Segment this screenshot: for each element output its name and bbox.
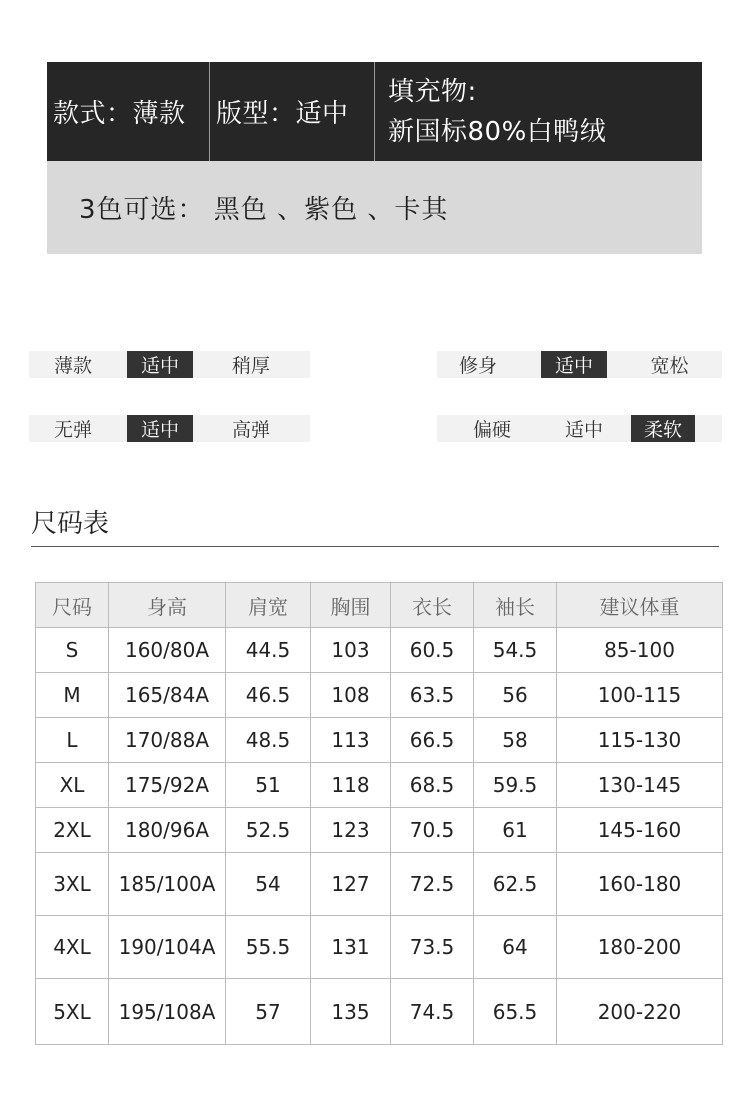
table-cell: 185/100A — [109, 853, 226, 916]
softness-option-hard: 偏硬 — [472, 419, 511, 441]
header-chest: 胸围 — [311, 583, 391, 628]
table-cell: 48.5 — [226, 718, 311, 763]
size-chart-title: 尺码表 — [31, 509, 110, 539]
table-cell: 64 — [474, 916, 557, 979]
table-cell: M — [36, 673, 109, 718]
table-cell: 135 — [311, 979, 391, 1045]
table-cell: 190/104A — [109, 916, 226, 979]
table-cell: 175/92A — [109, 763, 226, 808]
filling-value: 新国标80%白鸭绒 — [388, 116, 607, 147]
table-cell: 145-160 — [557, 808, 723, 853]
color-options-box — [47, 161, 702, 254]
table-cell: S — [36, 628, 109, 673]
table-cell: 5XL — [36, 979, 109, 1045]
table-cell: 51 — [226, 763, 311, 808]
header-size: 尺码 — [36, 583, 109, 628]
table-cell: 118 — [311, 763, 391, 808]
header-shoulder: 肩宽 — [226, 583, 311, 628]
softness-scale — [437, 415, 722, 442]
table-cell: 108 — [311, 673, 391, 718]
filling-label: 填充物: — [388, 76, 477, 107]
fit-cell: 版型：适中 — [210, 62, 375, 161]
table-cell: 46.5 — [226, 673, 311, 718]
table-cell: 115-130 — [557, 718, 723, 763]
title-divider — [31, 546, 719, 547]
table-cell: 54 — [226, 853, 311, 916]
table-cell: 160-180 — [557, 853, 723, 916]
softness-option-soft: 柔软 — [631, 415, 695, 442]
table-cell: 2XL — [36, 808, 109, 853]
table-cell: 180/96A — [109, 808, 226, 853]
header-weight: 建议体重 — [557, 583, 723, 628]
table-cell: 57 — [226, 979, 311, 1045]
table-cell: 61 — [474, 808, 557, 853]
table-cell: 165/84A — [109, 673, 226, 718]
fit-option-slim: 修身 — [458, 355, 497, 377]
table-cell: 54.5 — [474, 628, 557, 673]
table-cell: 65.5 — [474, 979, 557, 1045]
table-cell: 170/88A — [109, 718, 226, 763]
header-sleeve: 袖长 — [474, 583, 557, 628]
table-cell: 70.5 — [391, 808, 474, 853]
elasticity-scale — [29, 415, 310, 442]
style-cell: 款式：薄款 — [47, 62, 210, 161]
thickness-option-thin: 薄款 — [53, 355, 92, 377]
table-cell: 4XL — [36, 916, 109, 979]
fit-scale — [437, 351, 722, 378]
table-cell: 59.5 — [474, 763, 557, 808]
header-length: 衣长 — [391, 583, 474, 628]
table-cell: 100-115 — [557, 673, 723, 718]
table-cell: 180-200 — [557, 916, 723, 979]
table-row — [36, 763, 723, 808]
filling-cell — [375, 62, 702, 161]
table-cell: 62.5 — [474, 853, 557, 916]
table-cell: 72.5 — [391, 853, 474, 916]
table-cell: 200-220 — [557, 979, 723, 1045]
size-chart-table — [35, 582, 723, 1045]
thickness-option-thick: 稍厚 — [231, 355, 270, 377]
table-header-row — [36, 583, 723, 628]
table-cell: 58 — [474, 718, 557, 763]
table-cell: 130-145 — [557, 763, 723, 808]
elasticity-option-high: 高弹 — [231, 419, 270, 441]
table-cell: 3XL — [36, 853, 109, 916]
table-cell: 160/80A — [109, 628, 226, 673]
table-cell: 52.5 — [226, 808, 311, 853]
header-height: 身高 — [109, 583, 226, 628]
table-cell: 60.5 — [391, 628, 474, 673]
table-cell: L — [36, 718, 109, 763]
table-row — [36, 628, 723, 673]
table-cell: 123 — [311, 808, 391, 853]
table-row — [36, 853, 723, 916]
table-cell: 113 — [311, 718, 391, 763]
table-cell: 68.5 — [391, 763, 474, 808]
table-cell: 131 — [311, 916, 391, 979]
table-cell: 195/108A — [109, 979, 226, 1045]
softness-option-medium: 适中 — [564, 419, 603, 441]
table-cell: 85-100 — [557, 628, 723, 673]
color-options-text: 3色可选： 黑色 、紫色 、卡其 — [79, 195, 449, 225]
thickness-scale — [29, 351, 310, 378]
table-cell: 74.5 — [391, 979, 474, 1045]
table-cell: 56 — [474, 673, 557, 718]
table-cell: XL — [36, 763, 109, 808]
table-cell: 127 — [311, 853, 391, 916]
elasticity-option-none: 无弹 — [53, 419, 92, 441]
elasticity-option-medium: 适中 — [127, 415, 193, 442]
table-cell: 44.5 — [226, 628, 311, 673]
table-cell: 66.5 — [391, 718, 474, 763]
table-cell: 63.5 — [391, 673, 474, 718]
fit-option-loose: 宽松 — [650, 355, 689, 377]
table-cell: 55.5 — [226, 916, 311, 979]
fit-option-regular: 适中 — [541, 351, 607, 378]
table-row — [36, 916, 723, 979]
table-row — [36, 808, 723, 853]
table-row — [36, 673, 723, 718]
table-row — [36, 718, 723, 763]
table-cell: 103 — [311, 628, 391, 673]
table-row — [36, 979, 723, 1045]
thickness-option-medium: 适中 — [127, 351, 193, 378]
table-cell: 73.5 — [391, 916, 474, 979]
spec-box — [47, 62, 702, 161]
